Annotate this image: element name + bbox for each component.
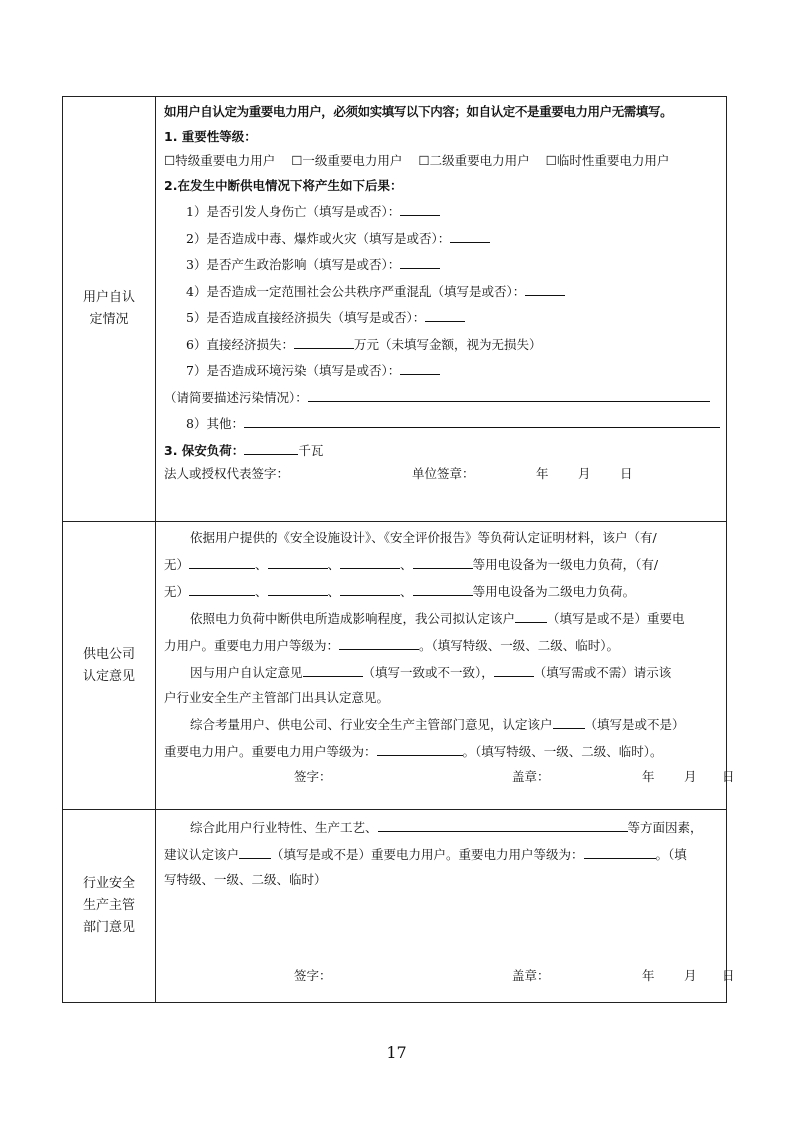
- seal-label: 盖章：: [512, 968, 550, 983]
- page-number: 17: [386, 1043, 407, 1062]
- intro-text: 如用户自认定为重要电力用户，必须如实填写以下内容；如自认定不是重要电力用户无需填写。: [164, 104, 673, 119]
- poison-blank[interactable]: [450, 228, 490, 243]
- checkbox-level-one[interactable]: ☐一级重要电力用户: [291, 153, 403, 168]
- p1-line-c: 写特级、一级、二级、临时）: [164, 872, 327, 887]
- seal-label: 盖章：: [512, 769, 550, 784]
- level2-equipment-blank[interactable]: [340, 581, 400, 596]
- year-label: 年: [642, 769, 655, 784]
- consistency-blank[interactable]: [303, 662, 363, 677]
- label-line: 生产主管: [82, 898, 135, 913]
- pollution-blank[interactable]: [400, 360, 440, 375]
- item-pollution: 7）是否造成环境污染（填写是或否）：: [164, 360, 718, 379]
- level1-equipment-blank[interactable]: [189, 554, 255, 569]
- signature-label: 签字：: [294, 968, 332, 983]
- day-label: 日: [722, 968, 735, 983]
- security-load: 3. 保安负荷： 千瓦: [164, 440, 718, 459]
- p3-line-a: 因与用户自认定意见 （填写一致或不一致）， （填写需或不需）请示该: [164, 662, 718, 681]
- label-line: 定情况: [89, 312, 129, 327]
- section-label-industry-dept: [63, 810, 156, 1003]
- level1-equipment-blank[interactable]: [413, 554, 473, 569]
- suggest-important-blank[interactable]: [239, 844, 271, 859]
- label-line: 认定意见: [82, 668, 135, 684]
- label-line: 供电公司: [82, 646, 135, 662]
- industry-dept-content: [156, 810, 735, 1003]
- section-label-user-self-assessment: [63, 97, 156, 522]
- assessment-form-table: [62, 96, 735, 1003]
- factors-blank[interactable]: [378, 817, 628, 832]
- checkbox-level-two[interactable]: ☐二级重要电力用户: [418, 153, 530, 168]
- item-loss-amount: 6）直接经济损失： 万元（未填写金额，视为无损失）: [164, 334, 718, 353]
- casualty-blank[interactable]: [400, 201, 440, 216]
- item-casualty: 1）是否引发人身伤亡（填写是或否）：: [164, 201, 718, 220]
- power-company-content: [156, 522, 735, 810]
- importance-title: 1. 重要性等级：: [164, 128, 257, 144]
- p1-line-a: 综合此用户行业特性、生产工艺、 等方面因素，: [164, 817, 718, 836]
- checkbox-temporary[interactable]: ☐临时性重要电力用户: [545, 153, 670, 168]
- pollution-description: （请简要描述污染情况）：: [164, 387, 718, 406]
- pollution-description-blank[interactable]: [308, 387, 710, 402]
- need-request-blank[interactable]: [494, 662, 534, 677]
- p2-line-b: 力用户。重要电力用户等级为： 。（填写特级、一级、二级、临时）。: [164, 635, 718, 654]
- importance-options: [164, 152, 718, 169]
- month-label: 月: [684, 769, 697, 784]
- other-blank[interactable]: [244, 413, 720, 428]
- p4-line-a: 综合考量用户、供电公司、行业安全生产主管部门意见，认定该户 （填写是或不是）: [164, 714, 718, 733]
- consequences-title: 2.在发生中断供电情况下将产生如下后果：: [164, 177, 403, 193]
- level2-equipment-blank[interactable]: [189, 581, 255, 596]
- level2-equipment-blank[interactable]: [413, 581, 473, 596]
- item-public-order: 4）是否造成一定范围社会公共秩序严重混乱（填写是或否）：: [164, 281, 718, 300]
- level1-equipment-blank[interactable]: [268, 554, 328, 569]
- unit-seal-label: 单位签章：: [412, 466, 475, 481]
- p1-line-b: 无） 、 、 、 等用电设备为一级电力负荷，（有/: [164, 554, 718, 573]
- proposed-important-blank[interactable]: [515, 608, 547, 623]
- level2-equipment-blank[interactable]: [268, 581, 328, 596]
- p1-line-a: 依据用户提供的《安全设施设计》、《安全评价报告》等负荷认定证明材料，该户（有/: [190, 530, 657, 545]
- p4-line-b: 重要电力用户。重要电力用户等级为： 。（填写特级、一级、二级、临时）。: [164, 741, 718, 760]
- month-label: 月: [578, 466, 591, 481]
- p1-line-c: 无） 、 、 、 等用电设备为二级电力负荷。: [164, 581, 718, 600]
- checkbox-special-level[interactable]: ☐特级重要电力用户: [164, 153, 276, 168]
- year-label: 年: [642, 968, 655, 983]
- p2-line-a: 依照电力负荷中断供电所造成影响程度，我公司拟认定该户 （填写是或不是）重要电: [164, 608, 718, 627]
- day-label: 日: [722, 769, 735, 784]
- p3-line-b: 户行业安全生产主管部门出具认定意见。: [164, 690, 390, 705]
- proposed-level-blank[interactable]: [339, 635, 419, 650]
- public-order-blank[interactable]: [525, 281, 565, 296]
- label-line: 用户自认: [82, 290, 135, 305]
- suggest-level-blank[interactable]: [584, 844, 656, 859]
- section-label-power-company: [63, 522, 156, 810]
- economic-loss-blank[interactable]: [425, 307, 465, 322]
- month-label: 月: [684, 968, 697, 983]
- legal-rep-signature-label: 法人或授权代表签字：: [164, 466, 290, 481]
- final-important-blank[interactable]: [553, 714, 585, 729]
- year-label: 年: [536, 466, 549, 481]
- item-political: 3）是否产生政治影响（填写是或否）：: [164, 254, 718, 273]
- final-level-blank[interactable]: [377, 741, 463, 756]
- level1-equipment-blank[interactable]: [340, 554, 400, 569]
- item-economic-loss: 5）是否造成直接经济损失（填写是或否）：: [164, 307, 718, 326]
- p1-line-b: 建议认定该户 （填写是或不是）重要电力用户。重要电力用户等级为： 。（填: [164, 844, 718, 863]
- label-line: 部门意见: [82, 920, 135, 935]
- signature-label: 签字：: [294, 769, 332, 784]
- user-self-assessment-content: [156, 97, 727, 522]
- item-other: 8）其他：: [164, 413, 718, 432]
- loss-amount-blank[interactable]: [294, 334, 354, 349]
- day-label: 日: [620, 466, 633, 481]
- security-load-blank[interactable]: [244, 440, 298, 455]
- label-line: 行业安全: [82, 876, 135, 891]
- item-poison-explosion: 2）是否造成中毒、爆炸或火灾（填写是或否）：: [164, 228, 718, 247]
- political-blank[interactable]: [400, 254, 440, 269]
